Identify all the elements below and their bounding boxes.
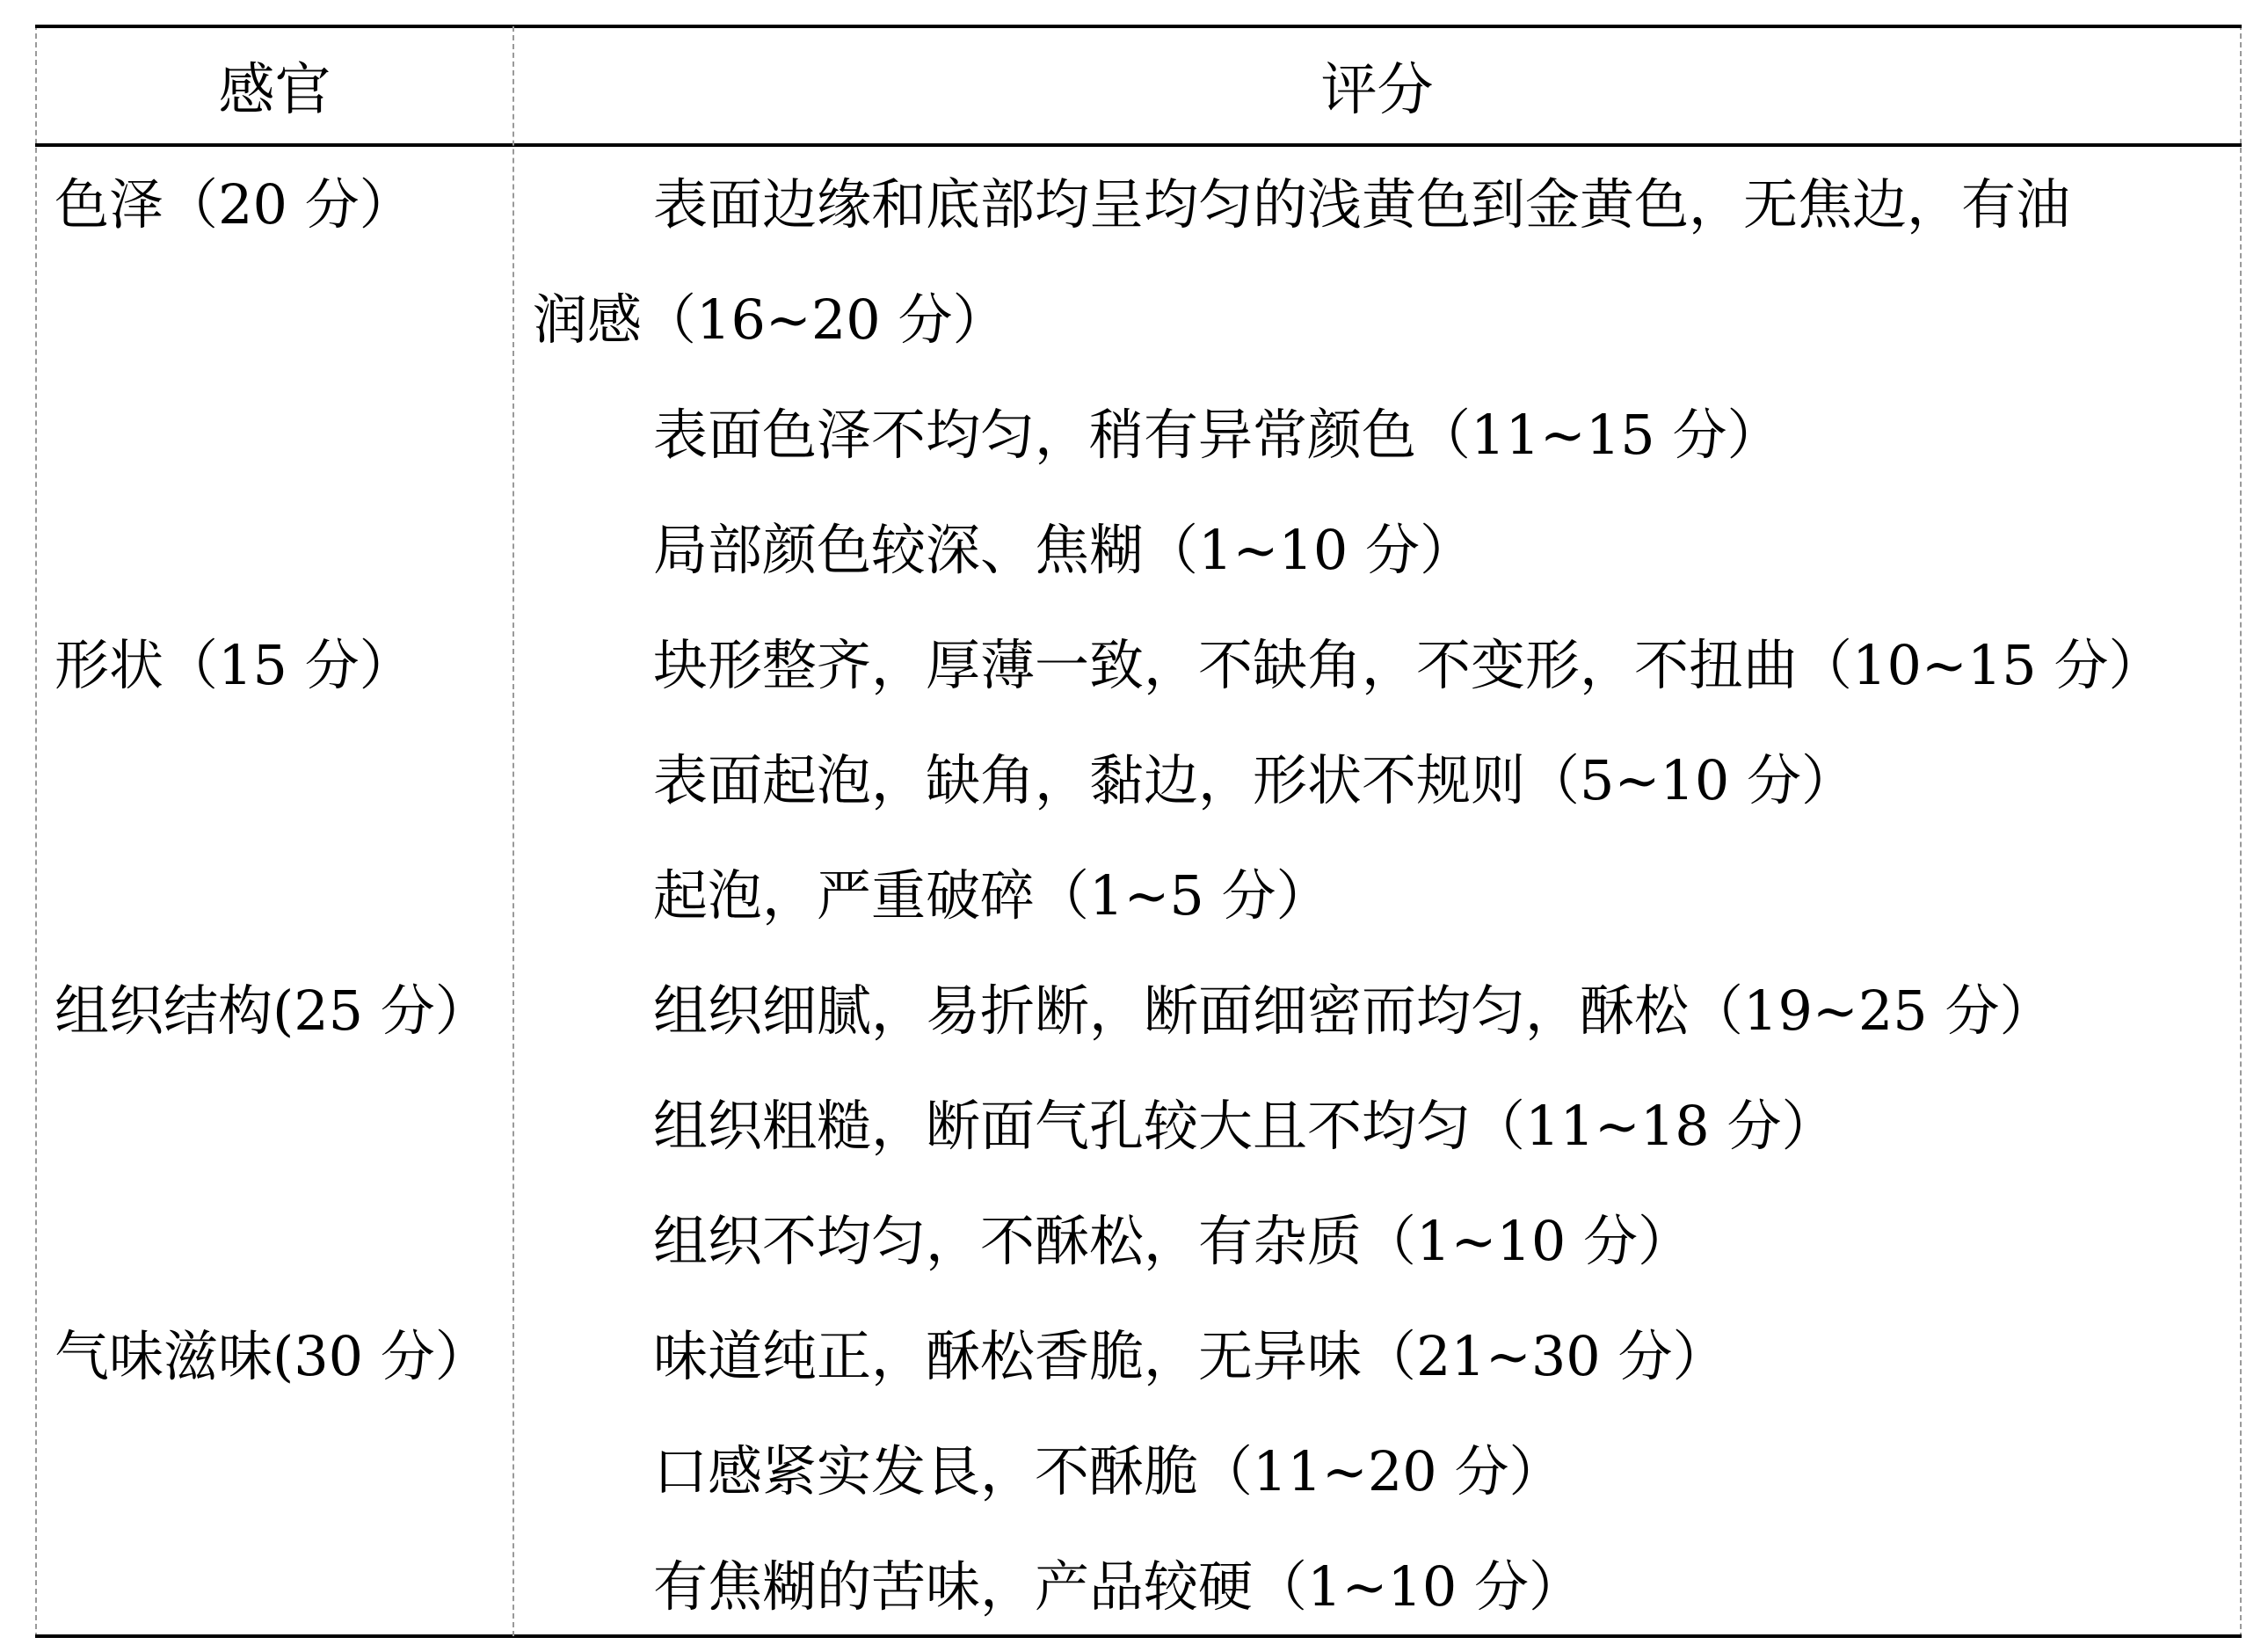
score-criterion: 表面起泡，缺角，黏边，形状不规则（5~10 分） <box>653 748 1856 812</box>
score-criterion: 口感紧实发艮，不酥脆（11~20 分） <box>653 1439 1564 1503</box>
score-criterion: 有焦糊的苦味，产品较硬（1~10 分） <box>653 1554 1583 1619</box>
score-criterion: 表面色泽不均匀，稍有异常颜色（11~15 分） <box>653 403 1782 467</box>
sense-category: 形状（15 分） <box>55 633 414 697</box>
score-criterion: 味道纯正，酥松香脆，无异味（21~30 分） <box>653 1324 1727 1388</box>
score-criterion-continued: 润感（16~20 分） <box>533 287 1007 352</box>
column-divider <box>512 26 514 1636</box>
header-sense: 感官 <box>218 57 331 123</box>
score-criterion: 组织不均匀，不酥松，有杂质（1~10 分） <box>653 1209 1692 1273</box>
score-criterion: 局部颜色较深、焦糊（1~10 分） <box>653 518 1474 582</box>
score-criterion: 起泡，严重破碎（1~5 分） <box>653 863 1331 928</box>
score-criterion: 组织粗糙，断面气孔较大且不均匀（11~18 分） <box>653 1094 1836 1158</box>
score-criterion: 组织细腻，易折断，断面细密而均匀，酥松（19~25 分） <box>653 979 2054 1043</box>
sense-category: 气味滋味(30 分） <box>55 1324 490 1388</box>
header-score: 评分 <box>1320 57 1434 123</box>
score-criterion: 表面边缘和底部均呈均匀的浅黄色到金黄色，无焦边，有油 <box>653 172 2071 237</box>
score-criterion: 块形整齐，厚薄一致，不缺角，不变形，不扭曲（10~15 分） <box>653 633 2163 697</box>
sense-category: 组织结构(25 分） <box>55 979 490 1043</box>
sense-category: 色泽（20 分） <box>55 172 414 237</box>
